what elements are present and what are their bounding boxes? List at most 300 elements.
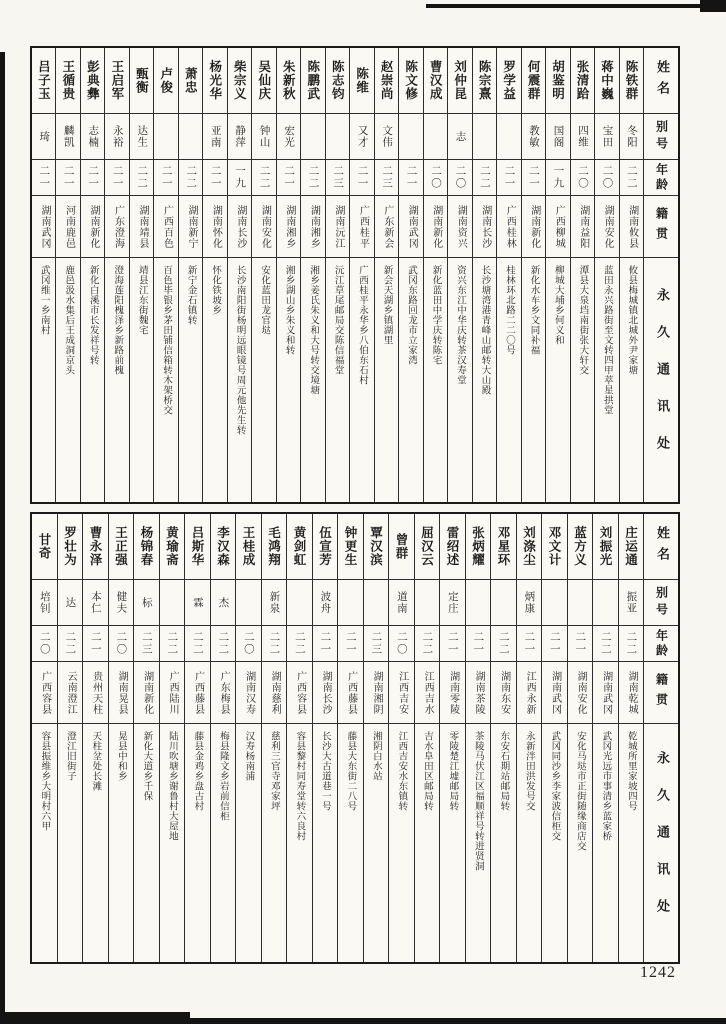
- person-entry-column: [465, 514, 491, 962]
- age-cell: [109, 626, 134, 662]
- native-cell: [262, 662, 287, 724]
- address-cell: [154, 258, 177, 502]
- address-cell: [546, 258, 569, 502]
- age-cell: [619, 626, 644, 662]
- address-cell-text: 容县振维乡大明村六甲: [39, 731, 51, 831]
- address-cell-text: 梅县隆文乡岩前信柜: [217, 731, 229, 821]
- native-cell-text: 湖南新化: [141, 670, 153, 715]
- address-cell-text: 新化大道乡千保: [141, 731, 153, 801]
- name-cell: [58, 514, 83, 580]
- alias-cell: [593, 580, 618, 626]
- name-cell: [595, 48, 618, 114]
- alias-cell-text: 麟凯: [62, 125, 75, 148]
- native-cell-text: 湖南慈利: [269, 670, 281, 715]
- address-cell: [375, 258, 398, 502]
- person-entry-column: [363, 514, 389, 962]
- alias-cell: [466, 580, 491, 626]
- name-cell-text: 钟更生: [343, 526, 358, 567]
- name-cell-text: 王启军: [109, 60, 125, 101]
- alias-cell: [236, 580, 261, 626]
- native-cell-text: 湖南新化: [88, 204, 99, 249]
- address-cell: [179, 258, 202, 502]
- age-cell: [350, 160, 373, 196]
- native-cell: [571, 196, 594, 258]
- address-cell: [228, 258, 251, 502]
- native-cell: [56, 196, 79, 258]
- native-cell-text: 广西桂林: [504, 204, 516, 249]
- address-cell: [185, 724, 210, 962]
- native-cell: [542, 662, 567, 724]
- address-cell-text: 永新泮田洪发号交: [523, 731, 535, 811]
- native-cell-text: 广西桂平: [357, 204, 369, 249]
- name-cell: [287, 514, 312, 580]
- address-cell-text: 零陵楚江墟邮局转: [447, 731, 459, 811]
- age-cell-text: 二二: [479, 165, 492, 190]
- age-cell: [81, 160, 104, 196]
- native-cell: [211, 662, 236, 724]
- name-cell: [593, 514, 618, 580]
- native-cell: [399, 196, 422, 258]
- name-cell: [415, 514, 440, 580]
- scan-edge-top: [426, 4, 726, 8]
- person-entry-column: [57, 514, 83, 962]
- alias-cell: [491, 580, 516, 626]
- alias-cell: [262, 580, 287, 626]
- alias-cell: [350, 114, 373, 160]
- name-cell: [364, 514, 389, 580]
- age-cell-text: 二〇: [395, 631, 408, 656]
- name-cell: [179, 48, 202, 114]
- alias-cell: [109, 580, 134, 626]
- person-entry-column: [337, 514, 363, 962]
- native-cell: [105, 196, 128, 258]
- name-cell-text: 王循贵: [60, 60, 76, 101]
- native-cell: [522, 196, 545, 258]
- alias-cell-text: 钟山: [258, 125, 271, 148]
- name-cell-text: 杨锦春: [139, 526, 154, 567]
- native-cell-text: 广西容县: [294, 670, 306, 715]
- person-entry-column: [521, 48, 545, 502]
- native-cell: [134, 662, 159, 724]
- name-cell: [326, 48, 349, 114]
- alias-cell: [154, 114, 177, 160]
- native-cell: [83, 662, 108, 724]
- age-cell: [203, 160, 226, 196]
- age-cell-text: 二〇: [454, 165, 467, 190]
- native-cell: [466, 662, 491, 724]
- address-cell-text: 乾城所里家坡四号: [625, 731, 637, 811]
- alias-cell-text: 琦: [38, 130, 51, 143]
- name-cell-text: 黄剑虹: [292, 526, 307, 567]
- roster-table-bottom: [30, 512, 680, 964]
- age-cell: [542, 626, 567, 662]
- alias-cell-text: 霖: [191, 596, 204, 609]
- person-entry-column: [594, 48, 618, 502]
- age-cell-text: 二二: [307, 165, 320, 190]
- address-cell: [56, 258, 79, 502]
- name-cell: [56, 48, 79, 114]
- age-cell: [389, 626, 414, 662]
- address-cell: [32, 258, 55, 502]
- address-cell: [466, 724, 491, 962]
- age-cell: [517, 626, 542, 662]
- native-cell: [424, 196, 447, 258]
- name-cell: [440, 514, 465, 580]
- native-cell-text: 湖南湘乡: [308, 204, 320, 249]
- name-cell-text: 彭典彝: [85, 60, 101, 101]
- native-cell-text: 湖南益阳: [577, 204, 589, 249]
- name-cell-text: 罗壮为: [62, 526, 78, 567]
- native-cell-text: 湖南新化: [528, 204, 540, 249]
- name-cell-text: 陈鹏武: [305, 60, 321, 101]
- name-cell: [185, 514, 210, 580]
- alias-cell: [287, 580, 312, 626]
- alias-cell: [32, 580, 57, 626]
- address-cell-text: 湘阴白水站: [370, 731, 382, 781]
- header-name: [644, 514, 678, 580]
- native-cell: [415, 662, 440, 724]
- age-cell: [497, 160, 520, 196]
- alias-cell-text: 健夫: [115, 591, 128, 614]
- native-cell: [109, 662, 134, 724]
- name-cell-text: 胡鉴明: [550, 60, 566, 101]
- native-cell: [375, 196, 398, 258]
- native-cell-text: 湖南安化: [575, 670, 587, 715]
- address-cell: [287, 724, 312, 962]
- alias-cell-text: 波舟: [319, 591, 332, 614]
- name-cell-text: 曹汉成: [428, 60, 444, 101]
- name-cell: [313, 514, 338, 580]
- address-cell-text: 藤县金鸡乡盘古村: [192, 731, 204, 811]
- alias-cell: [32, 114, 55, 160]
- native-cell-text: 湖南东安: [498, 670, 510, 715]
- alias-cell: [338, 580, 363, 626]
- address-cell: [301, 258, 324, 502]
- header-column: [643, 48, 678, 502]
- person-entry-column: [133, 514, 159, 962]
- address-cell-text: 新化蓝田中学庆转陈宅: [430, 265, 442, 365]
- name-cell-text: 李汉森: [215, 526, 231, 567]
- person-entry-column: [227, 48, 251, 502]
- age-cell: [364, 626, 389, 662]
- name-cell-text: 曹永泽: [88, 526, 103, 567]
- name-cell-text: 卢俊: [158, 67, 174, 94]
- age-cell: [491, 626, 516, 662]
- header-column: [643, 514, 678, 962]
- native-cell: [568, 662, 593, 724]
- alias-cell-text: 杰: [217, 596, 230, 609]
- native-cell: [619, 662, 644, 724]
- name-cell: [32, 48, 55, 114]
- age-cell: [424, 160, 447, 196]
- native-cell-text: 湖南新化: [430, 204, 442, 249]
- roster-table-top: [30, 46, 680, 504]
- name-cell: [389, 514, 414, 580]
- age-cell: [130, 160, 153, 196]
- age-cell-text: 二一: [344, 631, 357, 656]
- address-cell-text: 慈利三官寺邓家坪: [268, 731, 280, 811]
- native-cell-text: 湖南沅江: [332, 204, 344, 249]
- name-cell: [473, 48, 496, 114]
- age-cell: [338, 626, 363, 662]
- alias-cell-text: 炳康: [523, 591, 536, 614]
- alias-cell-text: 标: [140, 596, 153, 609]
- native-cell-text: 广西百色: [161, 204, 173, 249]
- address-cell: [262, 724, 287, 962]
- address-cell: [109, 724, 134, 962]
- name-cell: [154, 48, 177, 114]
- address-cell-text: 安化蓝田龙官垯: [259, 265, 271, 335]
- address-cell-text: 江西吉安水东镇转: [396, 731, 408, 811]
- person-entry-column: [388, 514, 414, 962]
- person-entry-column: [570, 48, 594, 502]
- address-cell: [338, 724, 363, 962]
- address-cell-text: 鹿邑汲水集后王成洞京头: [63, 265, 75, 375]
- age-cell-text: 二一: [472, 631, 485, 656]
- name-cell-text: 屈汉云: [419, 526, 435, 567]
- person-entry-column: [276, 48, 300, 502]
- alias-cell: [364, 580, 389, 626]
- age-cell-text: 二一: [356, 165, 369, 190]
- address-cell: [81, 258, 104, 502]
- native-cell: [252, 196, 275, 258]
- address-cell: [571, 258, 594, 502]
- age-cell-text: 二一: [405, 165, 418, 190]
- person-entry-column: [184, 514, 210, 962]
- person-entry-column: [178, 48, 202, 502]
- header-address: [644, 258, 678, 502]
- alias-cell-text: 新泉: [268, 591, 281, 614]
- age-cell-text: 二一: [160, 165, 173, 190]
- age-cell: [105, 160, 128, 196]
- alias-cell: [134, 580, 159, 626]
- age-cell-text: 一九: [234, 165, 247, 190]
- address-cell: [134, 724, 159, 962]
- name-cell-text: 陈铁群: [624, 60, 639, 101]
- name-cell: [399, 48, 422, 114]
- header-native-text: 籍贯: [654, 672, 669, 713]
- address-cell: [440, 724, 465, 962]
- name-cell-text: 吕斯华: [190, 526, 205, 567]
- age-cell-text: 二〇: [601, 165, 614, 190]
- name-cell: [32, 514, 57, 580]
- person-entry-column: [398, 48, 422, 502]
- age-cell: [211, 626, 236, 662]
- age-cell: [301, 160, 324, 196]
- alias-cell-text: 达: [64, 596, 77, 609]
- alias-cell: [619, 580, 644, 626]
- age-cell: [134, 626, 159, 662]
- native-cell-text: 湖南零陵: [447, 670, 459, 715]
- native-cell: [32, 662, 57, 724]
- name-cell-text: 邓星环: [496, 526, 511, 567]
- address-cell: [326, 258, 349, 502]
- header-name-text: 姓名: [654, 525, 670, 568]
- native-cell: [58, 662, 83, 724]
- address-cell-text: 桂林环北路二二〇号: [503, 265, 515, 355]
- age-cell: [56, 160, 79, 196]
- age-cell-text: 二二: [191, 631, 204, 656]
- name-cell: [620, 48, 643, 114]
- age-cell: [277, 160, 300, 196]
- address-cell-text: 蓝田永兴路街至文转四甲萃星拱堂: [601, 265, 613, 415]
- address-cell: [593, 724, 618, 962]
- address-cell-text: 湘乡湖山乡朱义和转: [283, 265, 295, 355]
- header-native-text: 籍贯: [654, 206, 669, 247]
- age-cell: [571, 160, 594, 196]
- alias-cell-text: 志楠: [87, 125, 100, 148]
- age-cell-text: 一九: [552, 165, 565, 190]
- header-alias: [644, 580, 678, 626]
- address-cell: [32, 724, 57, 962]
- native-cell: [179, 196, 202, 258]
- address-cell-text: 吉水阜田区邮局转: [421, 731, 433, 811]
- person-entry-column: [496, 48, 520, 502]
- native-cell-text: 湖南靖县: [136, 204, 148, 249]
- name-cell-text: 何震群: [526, 60, 542, 101]
- age-cell-text: 二一: [527, 165, 540, 190]
- native-cell: [593, 662, 618, 724]
- address-cell-text: 安化马垯市正街随缘商店交: [574, 731, 586, 851]
- header-alias-text: 别号: [654, 119, 669, 154]
- address-cell: [497, 258, 520, 502]
- person-entry-column: [490, 514, 516, 962]
- address-cell: [389, 724, 414, 962]
- name-cell-text: 伍宣芳: [317, 526, 333, 567]
- name-cell-text: 蒋中巍: [599, 60, 615, 101]
- scan-edge-left: [0, 52, 5, 1024]
- name-cell-text: 曾群: [394, 533, 409, 560]
- native-cell: [620, 196, 643, 258]
- native-cell: [287, 662, 312, 724]
- age-cell: [32, 626, 57, 662]
- age-cell-text: 二二: [625, 165, 638, 190]
- address-cell: [252, 258, 275, 502]
- alias-cell-text: 冬阳: [625, 125, 638, 148]
- name-cell: [252, 48, 275, 114]
- person-entry-column: [202, 48, 226, 502]
- name-cell-text: 张炳耀: [470, 526, 486, 567]
- name-cell-text: 张清跲: [575, 60, 591, 101]
- name-cell-text: 蓝方义: [572, 526, 588, 567]
- alias-cell: [301, 114, 324, 160]
- alias-cell-text: 培钊: [38, 591, 51, 614]
- age-cell: [546, 160, 569, 196]
- alias-cell: [568, 580, 593, 626]
- age-cell: [185, 626, 210, 662]
- name-cell: [228, 48, 251, 114]
- alias-cell-text: 教敏: [527, 125, 540, 148]
- address-cell: [619, 724, 644, 962]
- address-cell-text: 新化水车乡文同补福: [528, 265, 540, 355]
- native-cell-text: 湖南新宁: [185, 204, 197, 249]
- person-entry-column: [472, 48, 496, 502]
- person-entry-column: [153, 48, 177, 502]
- address-cell: [313, 724, 338, 962]
- age-cell: [154, 160, 177, 196]
- address-cell-text: 怀化铁坡乡: [210, 265, 222, 315]
- address-cell: [595, 258, 618, 502]
- age-cell-text: 二一: [574, 631, 587, 656]
- person-entry-column: [423, 48, 447, 502]
- person-entry-column: [349, 48, 373, 502]
- address-cell: [517, 724, 542, 962]
- alias-cell: [211, 580, 236, 626]
- address-cell: [620, 258, 643, 502]
- name-cell: [571, 48, 594, 114]
- name-cell: [546, 48, 569, 114]
- age-cell: [593, 626, 618, 662]
- age-cell: [440, 626, 465, 662]
- address-cell-text: 武冈东路回龙市立家湾: [406, 265, 418, 365]
- alias-cell-text: 本仁: [89, 591, 102, 614]
- name-cell-text: 甘奇: [37, 533, 52, 560]
- header-address: [644, 724, 678, 962]
- name-cell: [424, 48, 447, 114]
- native-cell: [277, 196, 300, 258]
- person-entry-column: [447, 48, 471, 502]
- name-cell-text: 赵崇尚: [379, 60, 395, 101]
- native-cell-text: 湖南攸县: [626, 204, 638, 249]
- name-cell-text: 萧忠: [183, 67, 199, 94]
- alias-cell: [179, 114, 202, 160]
- address-cell-text: 澄海莲阳槐泽乡新路前槐: [112, 265, 124, 375]
- alias-cell-text: 定庄: [446, 591, 459, 614]
- header-name: [644, 48, 678, 114]
- age-cell-text: 二三: [332, 165, 345, 190]
- age-cell-text: 二〇: [38, 631, 51, 656]
- alias-cell: [571, 114, 594, 160]
- native-cell-text: 湖南资兴: [455, 204, 467, 249]
- address-cell-text: 长沙南阳街杨明远眼镜号周元他先生转: [234, 265, 246, 435]
- native-cell: [160, 662, 185, 724]
- name-cell: [542, 514, 567, 580]
- address-cell: [58, 724, 83, 962]
- alias-cell-text: 文伟: [381, 125, 394, 148]
- native-cell: [154, 196, 177, 258]
- age-cell-text: 二一: [283, 165, 296, 190]
- native-cell: [595, 196, 618, 258]
- alias-cell-text: 志: [454, 130, 467, 143]
- native-cell-text: 广西藤县: [192, 670, 204, 715]
- address-cell: [424, 258, 447, 502]
- native-cell-text: 广东梅县: [218, 670, 230, 715]
- alias-cell-text: 道南: [395, 591, 408, 614]
- name-cell: [109, 514, 134, 580]
- person-entry-column: [545, 48, 569, 502]
- native-cell-text: 湖南汉寿: [243, 670, 255, 715]
- age-cell: [473, 160, 496, 196]
- name-cell-text: 毛鸿翔: [266, 526, 282, 567]
- age-cell-text: 二一: [503, 165, 516, 190]
- alias-cell: [130, 114, 153, 160]
- address-cell-text: 武冈同沙乡李家波信柜交: [549, 731, 561, 841]
- age-cell: [375, 160, 398, 196]
- age-cell-text: 二一: [38, 165, 51, 190]
- address-cell: [568, 724, 593, 962]
- name-cell: [448, 48, 471, 114]
- name-cell: [517, 514, 542, 580]
- name-cell-text: 王正强: [113, 526, 129, 567]
- age-cell: [252, 160, 275, 196]
- alias-cell: [313, 580, 338, 626]
- name-cell: [83, 514, 108, 580]
- alias-cell: [185, 580, 210, 626]
- native-cell: [313, 662, 338, 724]
- address-cell-text: 长沙塘湾港青峰山邮转大山殿: [479, 265, 491, 395]
- person-entry-column: [414, 514, 440, 962]
- address-cell: [473, 258, 496, 502]
